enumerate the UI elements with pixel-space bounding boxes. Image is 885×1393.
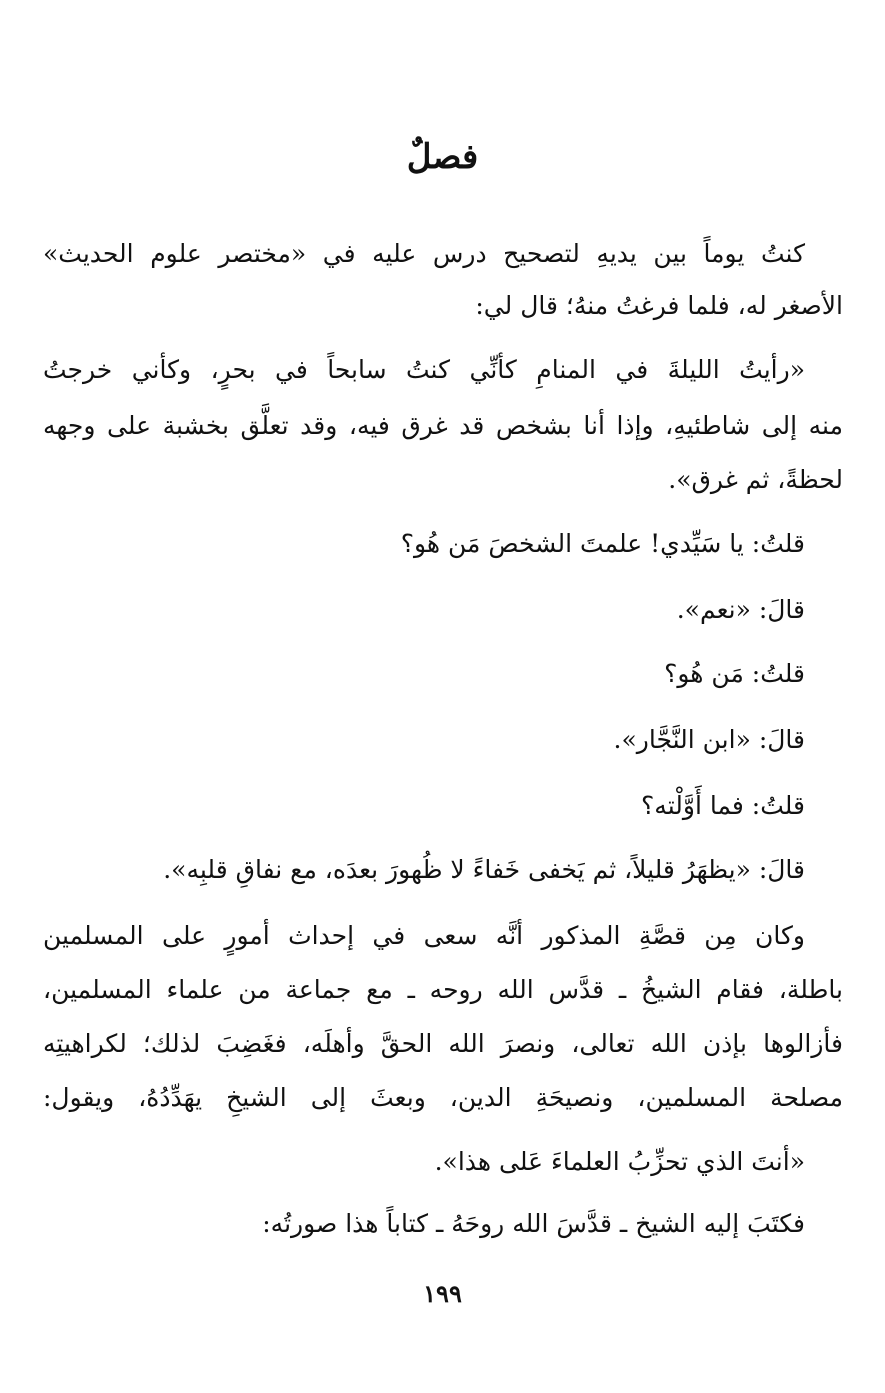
text-line: قلتُ: مَن هُو؟ [664, 659, 805, 688]
text-line: «رأيتُ الليلةَ في المنامِ كأنِّي كنتُ سابحاً في بحرٍ، وكأني خرجتُ [43, 355, 805, 384]
text-line: قالَ: «يظهَرُ قليلاً، ثم يَخفى خَفاءً لا ظُهورَ بعدَه، مع نفاقِ قلبِه». [163, 855, 805, 884]
page-number: ١٩٩ [423, 1279, 462, 1308]
text-line: وكان مِن قصَّةِ المذكور أنَّه سعى في إحداث أمورٍ على المسلمين [43, 921, 805, 950]
text-line: «أنتَ الذي تحزِّبُ العلماءَ عَلى هذا». [434, 1147, 805, 1176]
text-line: قلتُ: يا سَيِّدي! علمتَ الشخصَ مَن هُو؟ [400, 529, 805, 558]
text-line: قلتُ: فما أَوَّلْته؟ [641, 791, 805, 820]
text-line: مصلحة المسلمين، ونصيحَةِ الدين، وبعثَ إلى الشيخِ يهَدِّدُهُ، ويقول: [43, 1083, 843, 1112]
text-line: لحظةً، ثم غرق». [668, 465, 843, 494]
text-line: منه إلى شاطئيهِ، وإذا أنا بشخص قد غرق فيه، وقد تعلَّق بخشبة على وجهه [43, 411, 843, 440]
text-line: باطلة، فقام الشيخُ ـ قدَّس الله روحه ـ مع جماعة من علماء المسلمين، [43, 975, 843, 1004]
text-line: فأزالوها بإذن الله تعالى، ونصرَ الله الحقَّ وأهلَه، فغَضِبَ لذلك؛ لكراهيتِه [43, 1029, 843, 1058]
text-line: قالَ: «نعم». [676, 595, 805, 624]
text-line: الأصغر له، فلما فرغتُ منهُ؛ قال لي: [475, 291, 843, 320]
text-line: كنتُ يوماً بين يديهِ لتصحيح درس عليه في «مختصر علوم الحديث» [43, 239, 805, 268]
section-heading: فصلٌ [406, 137, 479, 177]
text-line: قالَ: «ابن النَّجَّار». [613, 725, 805, 754]
text-line: فكتَبَ إليه الشيخ ـ قدَّسَ الله روحَهُ ـ كتاباً هذا صورتُه: [262, 1209, 805, 1238]
